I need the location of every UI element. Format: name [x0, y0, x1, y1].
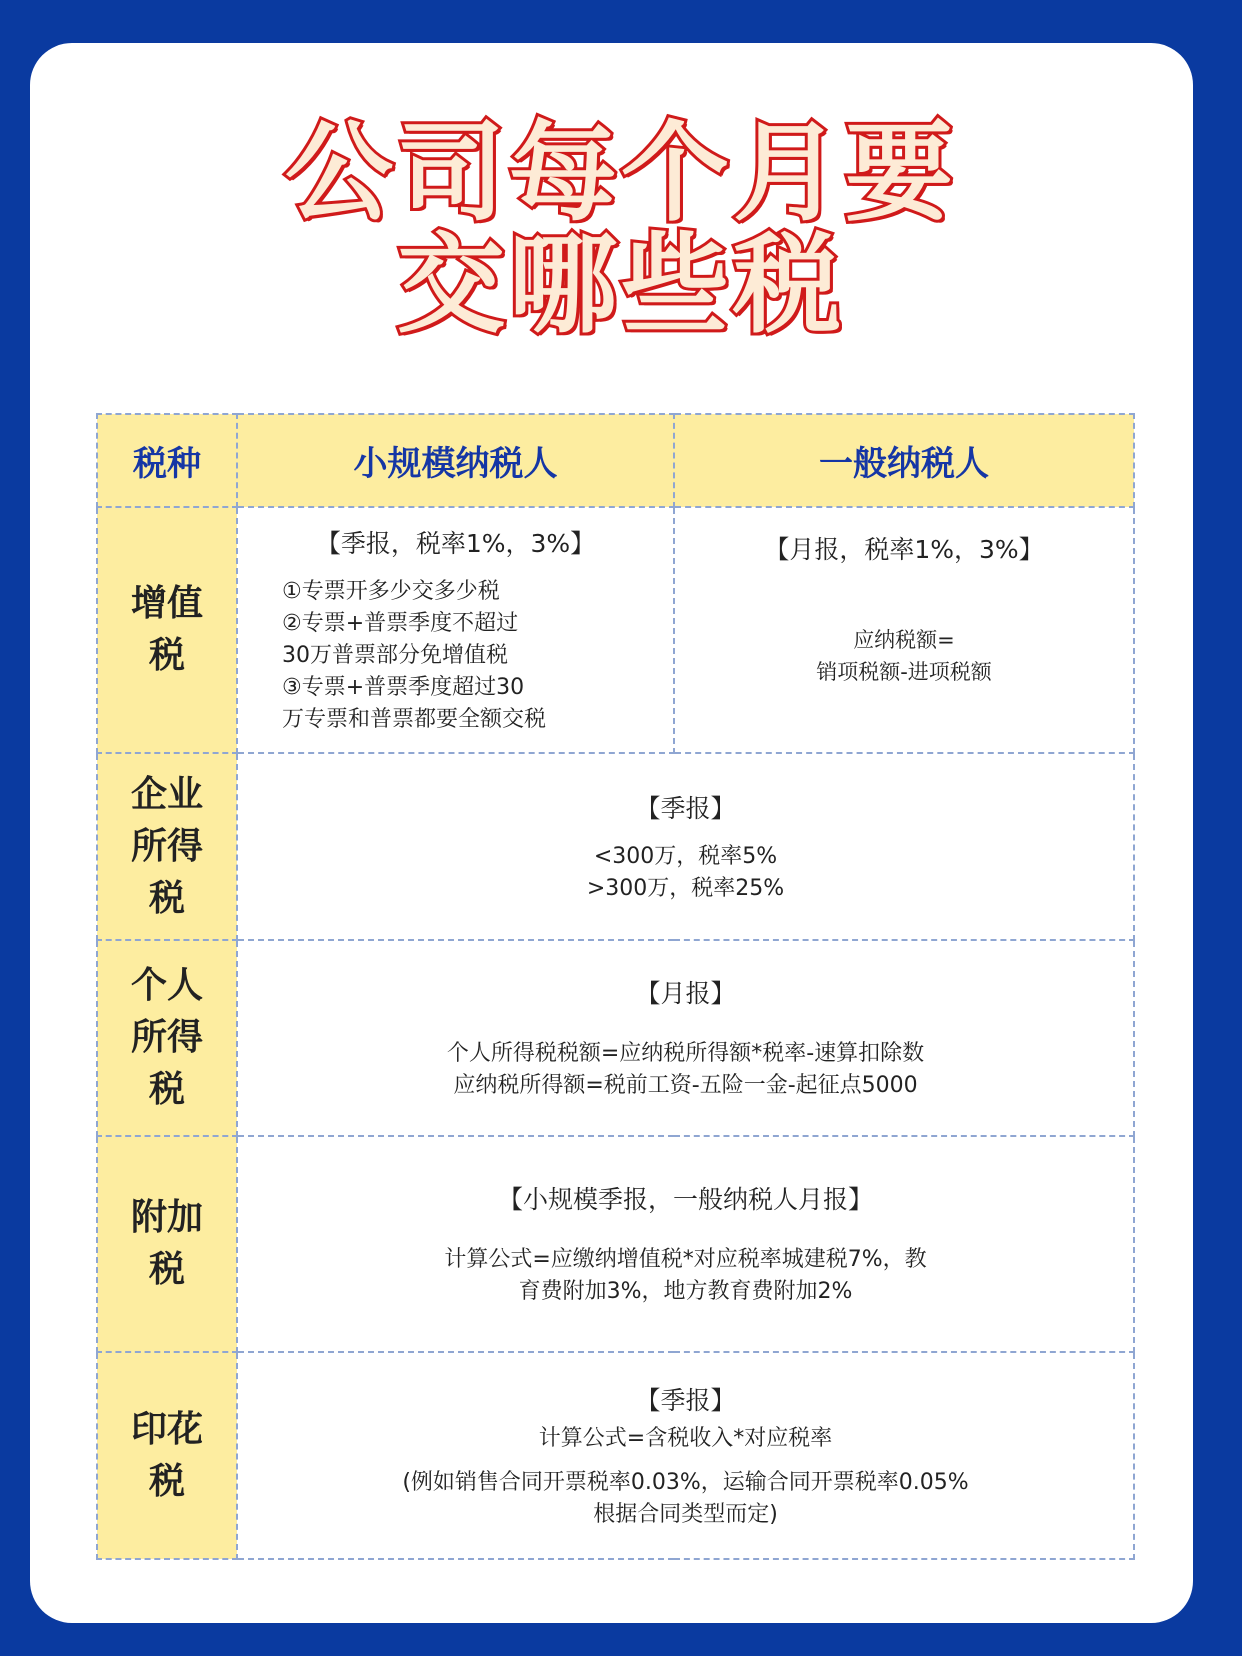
surtax-label-line-2: 税	[148, 1248, 185, 1290]
list-item: 30万普票部分免增值税	[282, 643, 508, 669]
corporate-line-2: >300万，税率25%	[586, 875, 785, 901]
vat-label-line-2: 税	[148, 635, 185, 677]
corporate-cell	[237, 753, 1134, 940]
personal-bracket: 【月报】	[635, 978, 736, 1008]
personal-line-2: 应纳税所得额=税前工资-五险一金-起征点5000	[453, 1072, 918, 1098]
surtax-line-2: 育费附加3%，地方教育费附加2%	[518, 1278, 853, 1304]
stamp-label-line-2: 税	[148, 1460, 185, 1502]
vat-small-cell	[237, 507, 674, 753]
corporate-label-line-3: 税	[148, 877, 185, 919]
stamp-label-line-1: 印花	[130, 1408, 203, 1450]
corporate-label-line-2: 所得	[130, 825, 203, 867]
personal-label	[97, 940, 237, 1135]
vat-small-bracket: 【季报，税率1%，3%】	[315, 529, 596, 559]
list-item: 万专票和普票都要全额交税	[282, 707, 547, 733]
personal-cell	[237, 940, 1134, 1135]
row-vat	[97, 507, 1134, 753]
surtax-bracket: 【小规模季报，一般纳税人月报】	[497, 1184, 873, 1214]
stamp-line-3: 根据合同类型而定)	[593, 1501, 778, 1527]
row-personal	[97, 940, 1134, 1135]
personal-label-line-1: 个人	[130, 964, 203, 1006]
stamp-bracket: 【季报】	[635, 1385, 736, 1415]
stamp-line-2: (例如销售合同开票税率0.03%，运输合同开票税率0.05%	[402, 1469, 969, 1495]
corporate-bracket: 【季报】	[635, 793, 736, 823]
list-item: ②专票+普票季度不超过	[282, 611, 519, 637]
surtax-line-1: 计算公式=应缴纳增值税*对应税率城建税7%，教	[444, 1246, 927, 1272]
vat-label-line-1: 增值	[130, 583, 203, 625]
vat-general-cell	[674, 507, 1134, 753]
personal-line-1: 个人所得税税额=应纳税所得额*税率-速算扣除数	[446, 1040, 925, 1066]
vat-small-list	[238, 576, 673, 736]
personal-label-line-2: 所得	[130, 1016, 203, 1058]
surtax-label	[97, 1136, 237, 1352]
title-line-1: 公司每个月要	[284, 111, 957, 236]
list-item: ①专票开多少交多少税	[282, 579, 500, 605]
list-item: ③专票+普票季度超过30	[282, 675, 525, 701]
table-header-row	[97, 414, 1134, 507]
vat-general-formula-1: 应纳税额=	[853, 628, 955, 653]
vat-general-bracket: 【月报，税率1%，3%】	[764, 535, 1044, 565]
header-small-scale: 小规模纳税人	[237, 414, 674, 507]
vat-general-formula-2: 销项税额-进项税额	[816, 660, 992, 685]
corporate-label-line-1: 企业	[130, 773, 203, 815]
stamp-label	[97, 1352, 237, 1559]
row-stamp	[97, 1352, 1134, 1559]
title-line-2: 交哪些税	[396, 223, 845, 348]
stamp-cell	[237, 1352, 1134, 1559]
surtax-label-line-1: 附加	[130, 1196, 203, 1238]
surtax-cell	[237, 1136, 1134, 1352]
stamp-line-1: 计算公式=含税收入*对应税率	[538, 1425, 833, 1451]
row-surtax	[97, 1136, 1134, 1352]
tax-table	[96, 413, 1135, 1560]
corporate-label	[97, 753, 237, 940]
row-corporate	[97, 753, 1134, 940]
corporate-line-1: <300万，税率5%	[593, 843, 778, 869]
vat-label	[97, 507, 237, 753]
personal-label-line-3: 税	[148, 1068, 185, 1110]
header-general: 一般纳税人	[674, 414, 1134, 507]
header-tax-type: 税种	[97, 414, 237, 507]
